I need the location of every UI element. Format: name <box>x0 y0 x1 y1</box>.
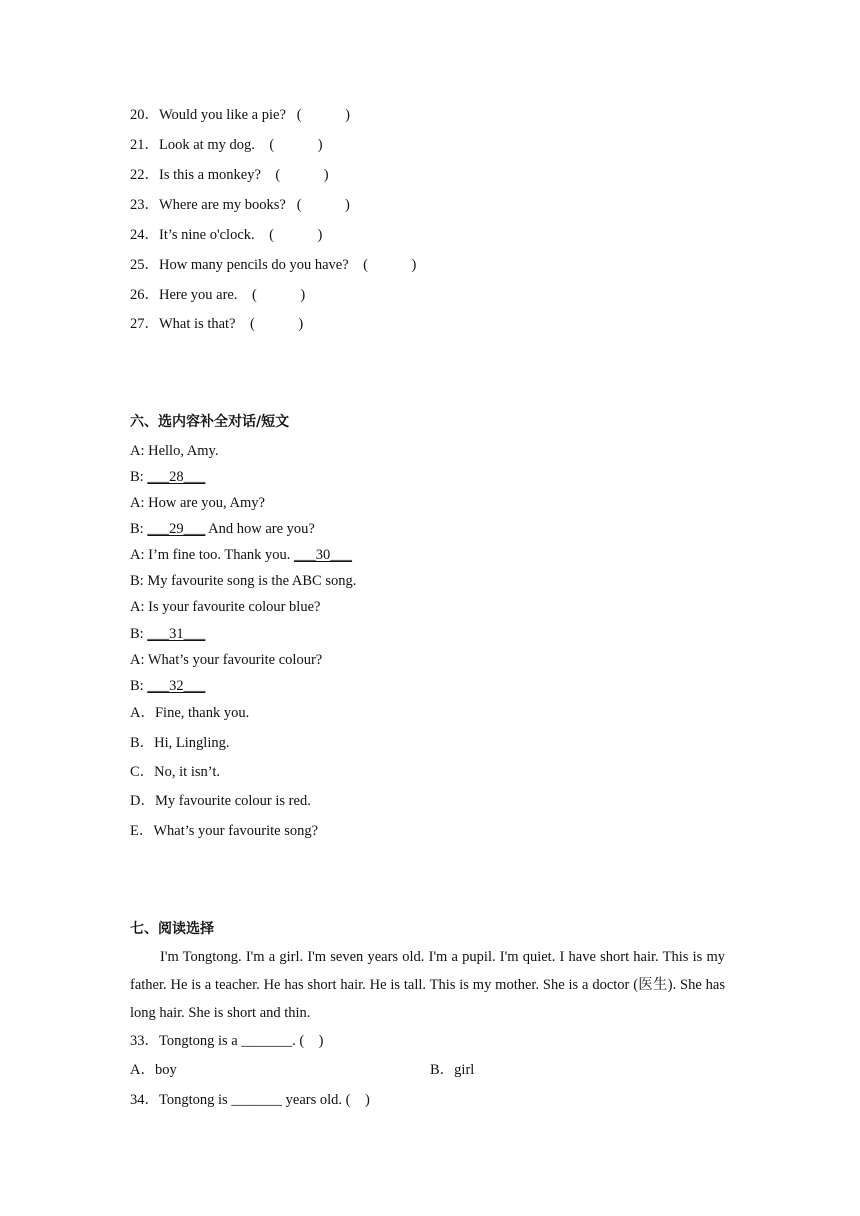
option-letter: A． <box>130 705 155 721</box>
question-number: 33． <box>130 1033 159 1049</box>
speaker-label: A: <box>130 652 148 668</box>
dialogue-text: What’s your favourite colour? <box>147 652 323 668</box>
option-c <box>130 763 220 781</box>
question-number: 34． <box>130 1092 159 1108</box>
question-26 <box>130 286 305 304</box>
question-33 <box>130 1032 324 1050</box>
speaker-label: B: <box>130 678 148 694</box>
blank-28[interactable]: ___28___ <box>147 469 206 485</box>
section-6-heading: 六、选内容补全对话/短文 <box>130 414 290 430</box>
answer-parentheses[interactable]: ( ) <box>269 137 323 153</box>
dialogue-line-2 <box>130 468 205 486</box>
option-letter: C． <box>130 764 155 780</box>
option-letter: B． <box>130 735 155 751</box>
dialogue-line-9 <box>130 651 322 669</box>
answer-parentheses[interactable]: ( ) <box>275 167 329 183</box>
question-33-option-a[interactable]: A．boy <box>130 1062 177 1078</box>
dialogue-text: Is your favourite colour blue? <box>148 599 321 615</box>
question-20 <box>130 106 350 124</box>
reading-passage: I'm Tongtong. I'm a girl. I'm seven years old. I'm a pupil. I'm quiet. I have short hair. This is my father. He is a teacher. He has short hair. He is tall. This is my mother. She is a doctor (医生). She has long hair. She is short and thin. <box>130 949 725 1021</box>
question-27 <box>130 315 303 333</box>
answer-parentheses[interactable]: ( ) <box>363 257 417 273</box>
dialogue-line-1 <box>130 442 218 460</box>
speaker-label: A: <box>130 443 149 459</box>
speaker-label: A: <box>130 495 149 511</box>
dialogue-line-7 <box>130 598 320 616</box>
answer-parentheses[interactable]: ( ) <box>296 197 350 213</box>
option-b <box>130 734 230 752</box>
question-text: Tongtong is a _______. ( ) <box>159 1033 324 1049</box>
question-text: Is this a monkey? <box>159 167 261 183</box>
question-text: Tongtong is _______ years old. ( ) <box>159 1092 370 1108</box>
question-number: 21． <box>130 137 159 153</box>
answer-parentheses[interactable]: ( ) <box>269 227 323 243</box>
question-24 <box>130 226 322 244</box>
option-text: What’s your favourite song? <box>153 823 319 839</box>
question-number: 24． <box>130 227 159 243</box>
option-letter: D． <box>130 793 155 809</box>
answer-parentheses[interactable]: ( ) <box>252 287 306 303</box>
blank-29[interactable]: ___29___ <box>147 521 206 537</box>
dialogue-line-5 <box>130 546 352 564</box>
dialogue-line-6 <box>130 572 356 590</box>
option-text: My favourite colour is red. <box>154 793 311 809</box>
answer-parentheses[interactable]: ( ) <box>296 107 350 123</box>
question-21 <box>130 136 323 154</box>
question-number: 26． <box>130 287 159 303</box>
blank-30[interactable]: ___30___ <box>294 547 353 563</box>
dialogue-line-10 <box>130 677 205 695</box>
option-text: Fine, thank you. <box>154 705 250 721</box>
option-a <box>130 704 249 722</box>
speaker-label: B: <box>130 469 148 485</box>
dialogue-text: How are you, Amy? <box>148 495 265 511</box>
dialogue-text: My favourite song is the ABC song. <box>147 573 357 589</box>
question-23 <box>130 196 350 214</box>
question-number: 27． <box>130 316 159 332</box>
dialogue-line-8 <box>130 625 205 643</box>
speaker-label: B: <box>130 626 148 642</box>
dialogue-line-4 <box>130 520 315 538</box>
question-text: Would you like a pie? <box>159 107 286 123</box>
speaker-label: B: <box>130 521 148 537</box>
question-25 <box>130 256 416 274</box>
question-text: Look at my dog. <box>159 137 255 153</box>
dialogue-text: I’m fine too. Thank you. <box>148 547 295 563</box>
speaker-label: A: <box>130 547 149 563</box>
option-e <box>130 822 318 840</box>
question-number: 22． <box>130 167 159 183</box>
question-number: 20． <box>130 107 159 123</box>
option-text: Hi, Lingling. <box>154 735 230 751</box>
speaker-label: A: <box>130 599 149 615</box>
question-text: It’s nine o'clock. <box>159 227 255 243</box>
question-34 <box>130 1091 370 1109</box>
question-text: Where are my books? <box>159 197 286 213</box>
dialogue-text: Hello, Amy. <box>148 443 219 459</box>
blank-31[interactable]: ___31___ <box>147 626 206 642</box>
speaker-label: B: <box>130 573 148 589</box>
question-number: 25． <box>130 257 159 273</box>
question-22 <box>130 166 329 184</box>
option-letter: E． <box>130 823 154 839</box>
option-text: No, it isn’t. <box>154 764 220 780</box>
question-number: 23． <box>130 197 159 213</box>
dialogue-line-3 <box>130 494 265 512</box>
question-33-option-b[interactable]: B．girl <box>430 1062 475 1078</box>
answer-parentheses[interactable]: ( ) <box>250 316 304 332</box>
option-d <box>130 792 311 810</box>
blank-32[interactable]: ___32___ <box>147 678 206 694</box>
dialogue-text: And how are you? <box>205 521 315 537</box>
question-text: How many pencils do you have? <box>159 257 349 273</box>
question-text: Here you are. <box>159 287 238 303</box>
section-7-heading: 七、阅读选择 <box>130 921 214 937</box>
question-text: What is that? <box>159 316 236 332</box>
